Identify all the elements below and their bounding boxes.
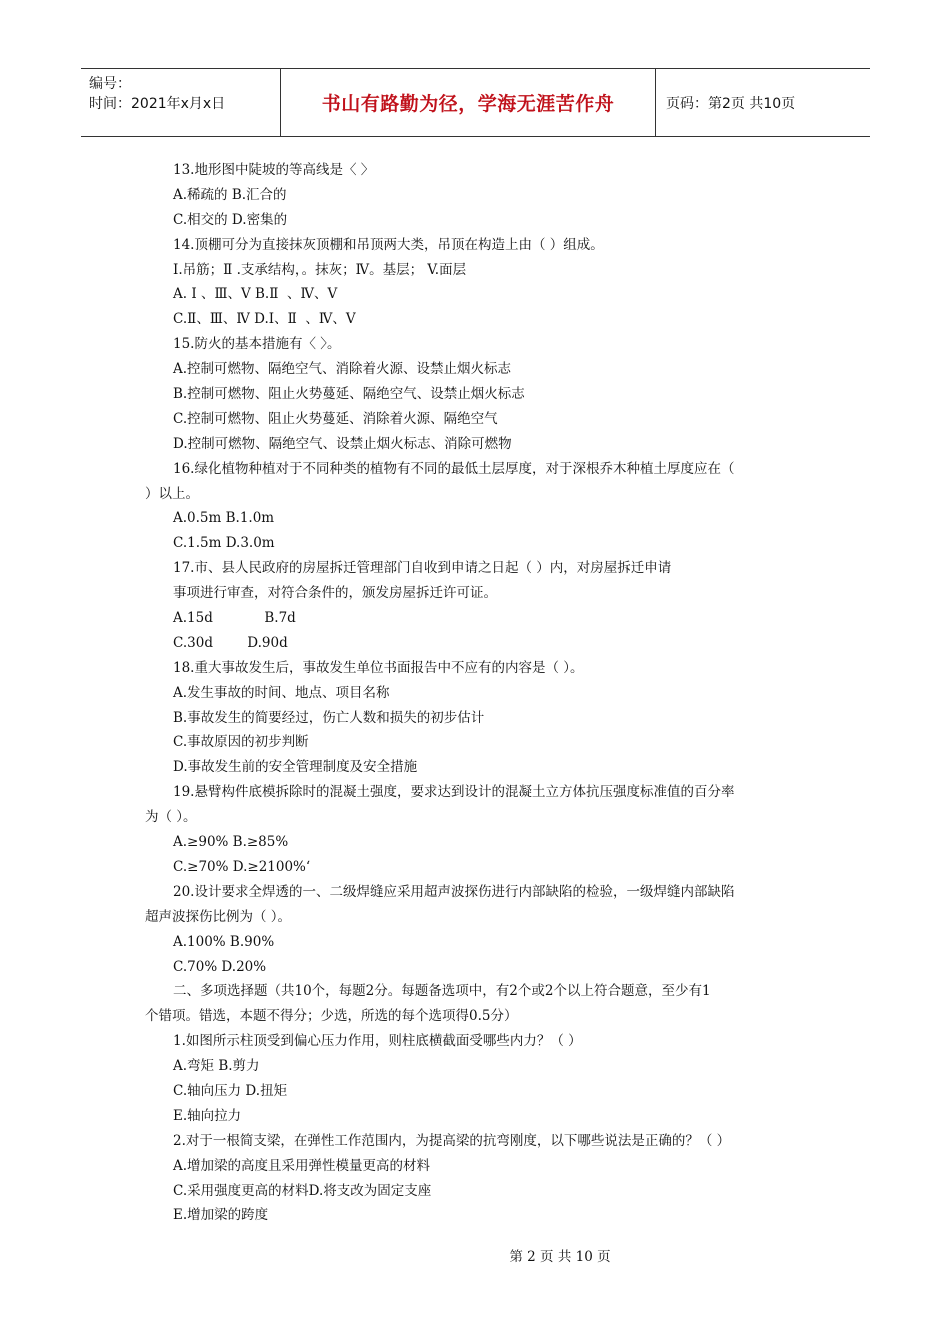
text-line: 事项进行审查，对符合条件的，颁发房屋拆迁许可证。 bbox=[173, 585, 497, 602]
text-line: 19.悬臂构件底模拆除时的混凝土强度，要求达到设计的混凝土立方体抗压强度标准值的百分率 bbox=[173, 784, 735, 801]
text-line: C.控制可燃物、阻止火势蔓延、消除着火源、隔绝空气 bbox=[173, 410, 498, 427]
header-motto: 书山有路勤为径，学海无涯苦作舟 bbox=[281, 69, 656, 136]
date-label: 时间：2021年x月x日 bbox=[89, 96, 226, 112]
text-line: A.15d B.7d bbox=[173, 610, 296, 627]
text-line: C.30d D.90d bbox=[173, 634, 288, 651]
header-page-info: 页码：第2页 共10页 bbox=[666, 95, 796, 112]
text-line: D.控制可燃物、隔绝空气、设禁止烟火标志、消除可燃物 bbox=[173, 435, 512, 452]
text-line: D.事故发生前的安全管理制度及安全措施 bbox=[173, 759, 418, 776]
text-line: C.采用强度更高的材料D.将支改为固定支座 bbox=[173, 1182, 432, 1199]
text-line: C.≥70% D.≥2100%‘ bbox=[173, 858, 311, 875]
text-line: E.轴向拉力 bbox=[173, 1107, 242, 1124]
text-line: 为（ ）。 bbox=[145, 809, 197, 826]
text-line: 个错项。错选，本题不得分；少选，所选的每个选项得0.5分） bbox=[145, 1008, 518, 1025]
text-line: A.弯矩 B.剪力 bbox=[173, 1058, 260, 1075]
text-line: B.控制可燃物、阻止火势蔓延、隔绝空气、设禁止烟火标志 bbox=[173, 386, 525, 403]
text-line: 14.顶棚可分为直接抹灰顶棚和吊顶两大类，吊顶在构造上由（ ）组成。 bbox=[173, 236, 604, 253]
text-line: A.增加梁的高度且采用弹性模量更高的材料 bbox=[173, 1157, 431, 1174]
text-line: 二、多项选择题（共10个，每题2分。每题备选项中，有2个或2个以上符合题意，至少有1 bbox=[173, 983, 711, 1000]
text-line: A. Ⅰ 、Ⅲ、V B.Ⅱ 、Ⅳ、V bbox=[173, 286, 338, 303]
text-line: A.发生事故的时间、地点、项目名称 bbox=[173, 684, 390, 701]
text-line: ）以上。 bbox=[145, 485, 199, 502]
page-footer: 第 2 页 共 10 页 bbox=[509, 1249, 611, 1265]
text-line: C.1.5m D.3.0m bbox=[173, 535, 275, 552]
text-line: 2.对于一根简支梁，在弹性工作范围内，为提高梁的抗弯刚度，以下哪些说法是正确的？（ ） bbox=[173, 1132, 731, 1149]
text-line: I.吊筋；Ⅱ .支承结构，。抹灰；Ⅳ。基层； V.面层 bbox=[173, 261, 467, 278]
header-meta bbox=[81, 69, 281, 136]
text-line: C.事故原因的初步判断 bbox=[173, 734, 309, 751]
text-line: A.0.5m B.1.0m bbox=[173, 510, 275, 527]
text-line: 超声波探伤比例为（ ）。 bbox=[145, 908, 292, 925]
text-line: A.100% B.90% bbox=[173, 933, 275, 950]
text-line: C.相交的 D.密集的 bbox=[173, 211, 288, 228]
text-line: 17.市、县人民政府的房屋拆迁管理部门自收到申请之日起（ ）内，对房屋拆迁申请 bbox=[173, 560, 672, 577]
text-line: 15.防火的基本措施有〈 〉。 bbox=[173, 336, 341, 353]
text-line: 16.绿化植物种植对于不同种类的植物有不同的最低土层厚度，对于深根乔木种植土厚度应在（ bbox=[173, 460, 735, 477]
document-body bbox=[145, 158, 815, 1228]
text-line: C.轴向压力 D.扭矩 bbox=[173, 1082, 288, 1099]
text-line: 13.地形图中陡坡的等高线是〈 〉 bbox=[173, 162, 375, 178]
text-line: C.70% D.20% bbox=[173, 958, 267, 975]
text-line: A.控制可燃物、隔绝空气、消除着火源、设禁止烟火标志 bbox=[173, 361, 512, 378]
page-header bbox=[81, 68, 870, 137]
text-line: A.≥90% B.≥85% bbox=[173, 834, 289, 851]
text-line: B.事故发生的简要经过，伤亡人数和损失的初步估计 bbox=[173, 709, 485, 726]
text-line: C.Ⅱ、Ⅲ、Ⅳ D.I、Ⅱ 、Ⅳ、V bbox=[173, 311, 356, 328]
text-line: 20.设计要求全焊透的一、二级焊缝应采用超声波探伤进行内部缺陷的检验，一级焊缝内部缺陷 bbox=[173, 883, 735, 900]
text-line: E.增加梁的跨度 bbox=[173, 1207, 269, 1224]
text-line: 18.重大事故发生后，事故发生单位书面报告中不应有的内容是（ ）。 bbox=[173, 659, 584, 676]
number-label: 编号： bbox=[89, 76, 131, 92]
text-line: A.稀疏的 B.汇合的 bbox=[173, 186, 287, 203]
text-line: 1.如图所示柱顶受到偏心压力作用，则柱底横截面受哪些内力？（ ） bbox=[173, 1033, 582, 1050]
